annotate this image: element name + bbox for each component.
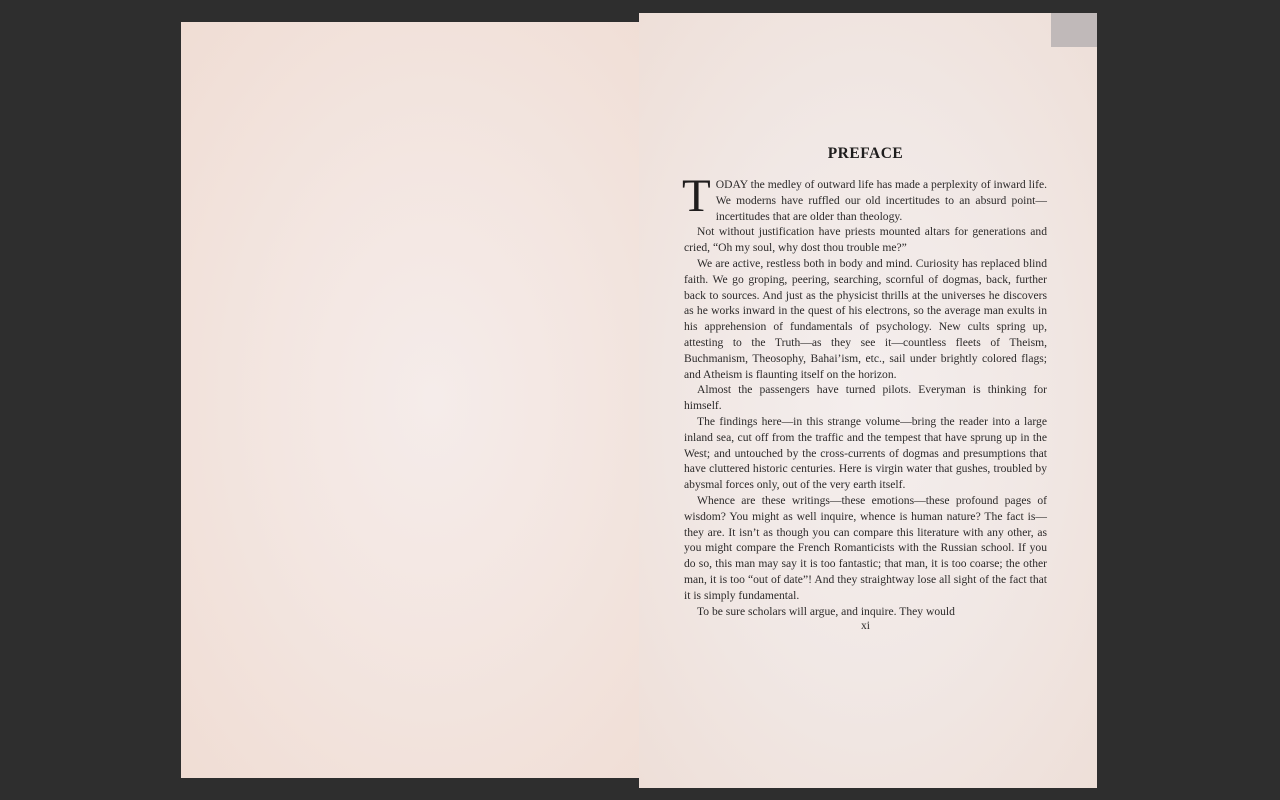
paragraph-2: Not without justification have priests mounted altars for generations and cried, “Oh my soul, why dost thou trouble me?”: [684, 225, 1047, 255]
page-title: PREFACE: [827, 145, 904, 162]
page-corner-tab: [1051, 13, 1097, 47]
paragraph-3-text: We are active, restless both in body and mind. Curiosity has replaced blind faith. We go groping, peering, searching, scornful of dogmas, back, further back to sources. And just as the physicist thrills at the universes he discovers as he works inward in the quest of his electrons, so the average man exults in his apprehension of fundamentals of psychology. New cults spring up, attesting to the Truth—as they see it—countless fleets of Theism, Buchmanism, Theosophy, Bahai’ism, etc., sail under brightly colored flags; and Atheism is flaunting itself on the horizon.: [684, 256, 1047, 381]
paragraph-4: Almost the passengers have turned pilots. Everyman is thinking for himself.: [684, 383, 1047, 413]
paragraph-5: The findings here—in this strange volume—bring the reader into a large inland sea, cut off from the traffic and the tempest that have sprung up in the West; and untouched by the cross-currents of dogmas and presumptions that have cluttered historic centuries. Here is virgin water that gushes, troubled by abysmal forces only, out of the very earth itself.: [684, 414, 1047, 492]
left-page-blank: [181, 22, 639, 778]
paragraph-6: Whence are these writings—these emotions—these profound pages of wisdom? You might as well inquire, whence is human nature? The fact is—they are. It isn’t as though you can compare this literature with any other, as you might compare the French Romanticists with the Russian school. If you do so, this man may say it is too fantastic; that man, it is too coarse; the other man, it is too “out of date”! And they straightway lose all sight of the fact that it is simply fundamental.: [684, 493, 1047, 602]
drop-cap: T: [682, 170, 711, 222]
paragraph-1: [682, 170, 1047, 224]
paragraph-3: [684, 256, 1047, 382]
page-number: xi: [860, 619, 871, 633]
right-page: [639, 13, 1097, 788]
paragraph-7: To be sure scholars will argue, and inquire. They would: [697, 604, 955, 618]
paragraph-1-text: ODAY the medley of outward life has made a perplexity of inward life. We moderns have ruffled our old incertitudes to an absurd point—incertitudes that are older than theology.: [715, 178, 1047, 223]
page-text-block: [684, 144, 1047, 633]
